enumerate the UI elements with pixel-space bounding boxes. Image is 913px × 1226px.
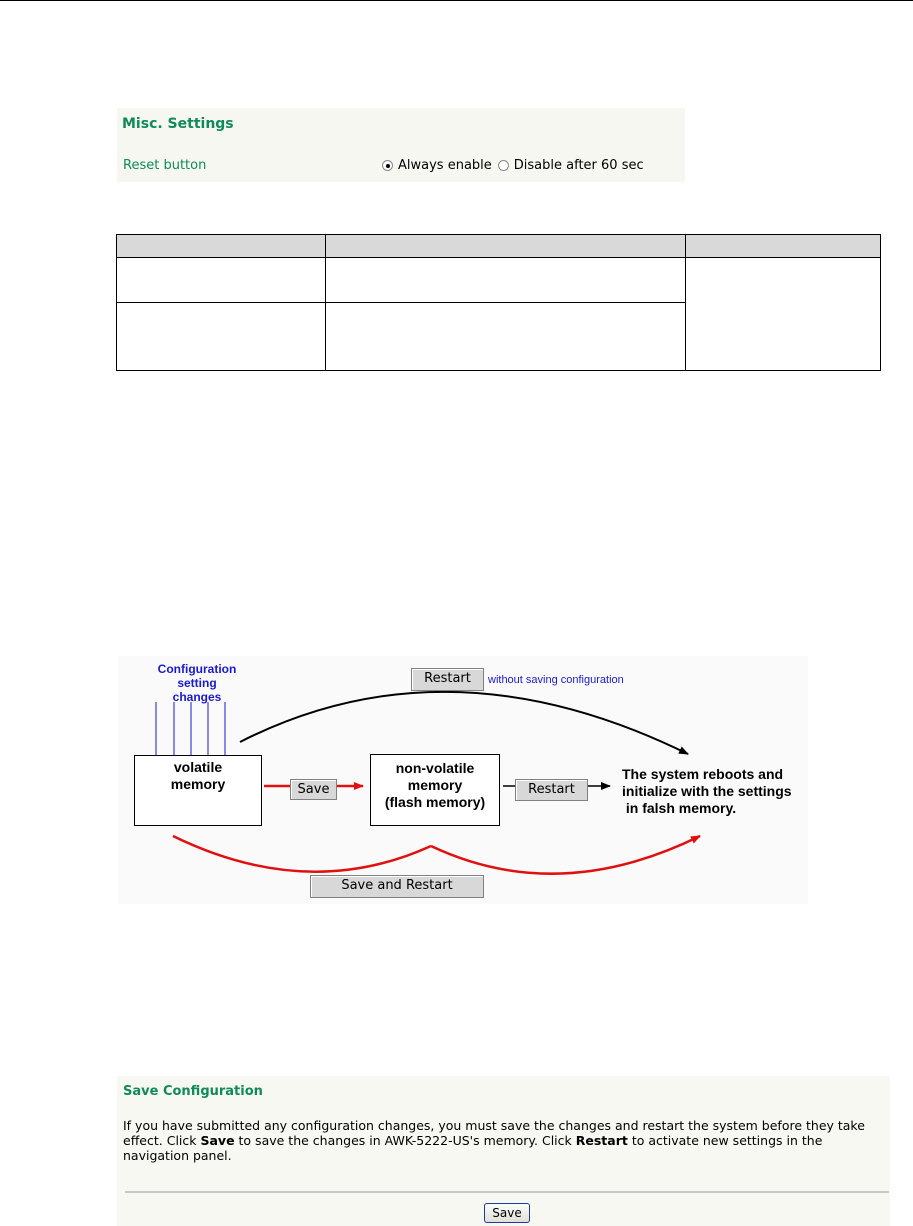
always-enable-label: Always enable bbox=[398, 158, 492, 173]
result-line: initialize with the settings bbox=[622, 783, 792, 799]
save-diagram-button[interactable]: Save bbox=[290, 779, 337, 800]
configuration-changes-line: setting changes bbox=[172, 676, 222, 704]
table-cell bbox=[326, 303, 686, 371]
reset-button-radio-group bbox=[382, 158, 650, 173]
settings-table bbox=[116, 234, 881, 371]
table-header-cell bbox=[686, 235, 881, 258]
table-row bbox=[117, 258, 881, 303]
table-cell bbox=[117, 303, 326, 371]
non-volatile-memory-line: (flash memory) bbox=[384, 794, 486, 810]
save-restart-diagram bbox=[118, 656, 808, 904]
disable-after-60-sec-radio[interactable] bbox=[498, 160, 509, 171]
save-button[interactable]: Save bbox=[484, 1203, 530, 1223]
description-text: If you have submitted any configuration changes, you must save the changes and restart the system before they take effect. Click bbox=[123, 1118, 865, 1148]
divider bbox=[125, 1191, 889, 1193]
save-configuration-description bbox=[123, 1118, 889, 1163]
reset-button-label: Reset button bbox=[123, 158, 207, 173]
misc-settings-title: Misc. Settings bbox=[122, 116, 234, 132]
description-text: to activate new settings in the navigation panel. bbox=[123, 1133, 823, 1163]
result-line: The system reboots and bbox=[622, 766, 784, 782]
configuration-changes-line: Configuration bbox=[157, 662, 237, 676]
always-enable-radio[interactable] bbox=[382, 160, 393, 171]
save-configuration-title: Save Configuration bbox=[123, 1084, 263, 1099]
restart-top-button[interactable]: Restart bbox=[411, 668, 484, 691]
description-text: to save the changes in AWK-5222-US's memory. Click bbox=[234, 1133, 576, 1148]
without-saving-label: without saving configuration bbox=[488, 674, 624, 686]
restart-without-saving-arrow bbox=[240, 692, 688, 754]
non-volatile-memory-line: non-volatile bbox=[395, 760, 475, 776]
disable-after-60-sec-label: Disable after 60 sec bbox=[513, 158, 644, 173]
volatile-memory-label bbox=[134, 759, 262, 793]
table-cell bbox=[117, 258, 326, 303]
volatile-memory-line: memory bbox=[170, 776, 226, 792]
volatile-memory-line: volatile bbox=[173, 759, 223, 775]
table-cell bbox=[686, 258, 881, 371]
table-header-row bbox=[117, 235, 881, 258]
table-cell bbox=[326, 258, 686, 303]
misc-settings-panel bbox=[117, 108, 685, 182]
save-and-restart-arrow-right bbox=[431, 836, 700, 874]
result-line: in falsh memory. bbox=[622, 800, 737, 816]
non-volatile-memory-line: memory bbox=[407, 777, 463, 793]
configuration-changes-label bbox=[152, 662, 242, 704]
save-configuration-panel bbox=[117, 1076, 890, 1226]
table-header-cell bbox=[117, 235, 326, 258]
restart-middle-button[interactable]: Restart bbox=[515, 779, 588, 801]
system-reboots-text bbox=[622, 766, 792, 817]
save-and-restart-button[interactable]: Save and Restart bbox=[310, 875, 484, 898]
description-bold-restart: Restart bbox=[575, 1133, 628, 1148]
description-bold-save: Save bbox=[200, 1133, 235, 1148]
non-volatile-memory-label bbox=[370, 760, 500, 811]
save-and-restart-arrow-left bbox=[173, 836, 431, 872]
table-header-cell bbox=[326, 235, 686, 258]
page-top-rule bbox=[0, 0, 913, 1]
